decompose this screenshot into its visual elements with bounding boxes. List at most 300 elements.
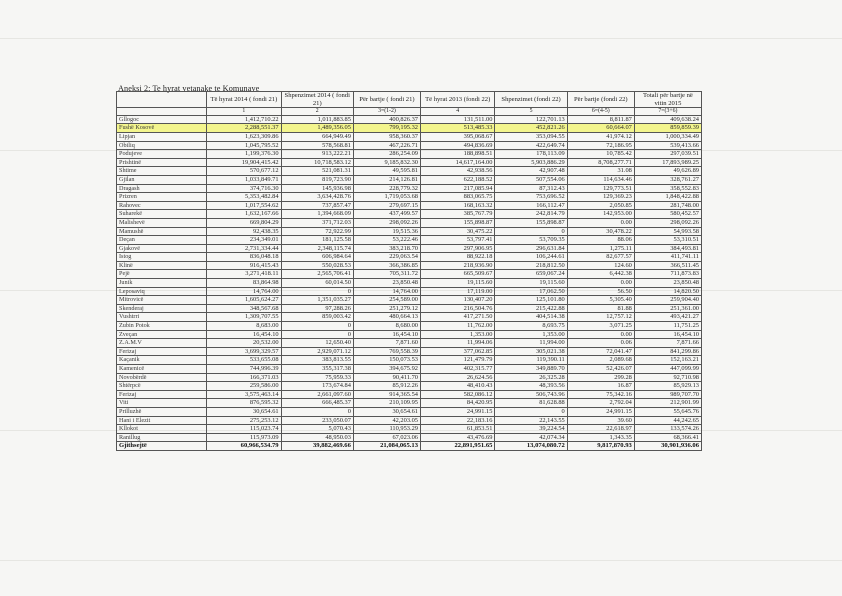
table-cell: 22,891,951.65 <box>421 442 495 451</box>
table-cell: 16.87 <box>567 382 634 391</box>
municipality-name: Ranillug <box>117 433 207 442</box>
table-cell: 218,812.50 <box>495 261 567 270</box>
municipality-name: Kamenicë <box>117 365 207 374</box>
table-cell: 1,632,167.66 <box>207 210 281 219</box>
table-cell: 42,907.48 <box>495 167 567 176</box>
municipality-name: Klinë <box>117 261 207 270</box>
table-cell: 539,413.66 <box>634 141 701 150</box>
table-cell: 20,532.00 <box>207 339 281 348</box>
municipality-name: Z.A.M.V <box>117 339 207 348</box>
table-cell: 0 <box>281 322 353 331</box>
table-cell: 5,903,886.29 <box>495 158 567 167</box>
table-row <box>117 322 702 331</box>
column-header <box>117 92 207 108</box>
table-cell: 298,092.26 <box>353 218 420 227</box>
table-cell: 1,011,883.85 <box>281 115 353 124</box>
column-header: Totali për bartje në vitin 2015 <box>634 92 701 108</box>
table-cell: 60,966,534.79 <box>207 442 281 451</box>
table-cell: 8,811.87 <box>567 115 634 124</box>
table-cell: 521,081.31 <box>281 167 353 176</box>
table-cell: 5,305.40 <box>567 296 634 305</box>
table-cell: 56.50 <box>567 287 634 296</box>
table-cell: 1,848,422.88 <box>634 193 701 202</box>
municipality-name: Viti <box>117 399 207 408</box>
table-cell: 328,761.27 <box>634 175 701 184</box>
table-cell: 666,485.37 <box>281 399 353 408</box>
table-cell: 10,718,583.12 <box>281 158 353 167</box>
table-cell: 1,489,356.05 <box>281 124 353 133</box>
table-cell: 859,859.39 <box>634 124 701 133</box>
table-cell: 11,994.06 <box>421 339 495 348</box>
table-cell: 669,804.29 <box>207 218 281 227</box>
table-cell: 215,422.88 <box>495 304 567 313</box>
table-row <box>117 347 702 356</box>
table-cell: 166,112.47 <box>495 201 567 210</box>
table-row <box>117 390 702 399</box>
table-cell: 14,764.00 <box>207 287 281 296</box>
table-cell: 1,605,624.27 <box>207 296 281 305</box>
table-cell: 42,938.56 <box>421 167 495 176</box>
table-row <box>117 279 702 288</box>
municipality-name: Prizren <box>117 193 207 202</box>
table-cell: 131,511.00 <box>421 115 495 124</box>
table-cell: 2,348,115.74 <box>281 244 353 253</box>
table-cell: 275,253.12 <box>207 416 281 425</box>
table-row <box>117 287 702 296</box>
municipality-name: Mitrovicë <box>117 296 207 305</box>
table-cell: 14,820.50 <box>634 287 701 296</box>
table-body <box>117 115 702 450</box>
table-cell: 26,325.28 <box>495 373 567 382</box>
table-cell: 114,634.46 <box>567 175 634 184</box>
table-cell: 2,929,071.12 <box>281 347 353 356</box>
table-row <box>117 201 702 210</box>
municipality-name: Mamushë <box>117 227 207 236</box>
table-cell: 150,073.53 <box>353 356 420 365</box>
table-cell: 75,959.33 <box>281 373 353 382</box>
table-row <box>117 158 702 167</box>
table-cell: 88.06 <box>567 236 634 245</box>
table-cell: 48,950.03 <box>281 433 353 442</box>
document-title: Aneksi 2: Te hyrat vetanake te Komunave <box>118 84 260 93</box>
table-cell: 298,092.26 <box>634 218 701 227</box>
table-cell: 12,757.12 <box>567 313 634 322</box>
table-cell: 409,638.24 <box>634 115 701 124</box>
table-cell: 75,342.16 <box>567 390 634 399</box>
table-cell: 60,014.50 <box>281 279 353 288</box>
table-cell: 3,634,428.76 <box>281 193 353 202</box>
table-cell: 2,661,097.60 <box>281 390 353 399</box>
table-cell: 447,099.99 <box>634 365 701 374</box>
table-cell: 400,826.37 <box>353 115 420 124</box>
table-cell: 533,655.08 <box>207 356 281 365</box>
table-cell: 55,645.76 <box>634 407 701 416</box>
table-cell: 358,552.83 <box>634 184 701 193</box>
table-cell: 2,050.85 <box>567 201 634 210</box>
table-cell: 2,089.68 <box>567 356 634 365</box>
table-cell: 1,033,849.71 <box>207 175 281 184</box>
table-cell: 799,195.32 <box>353 124 420 133</box>
table-cell: 53,709.35 <box>495 236 567 245</box>
table-cell: 217,085.94 <box>421 184 495 193</box>
table-cell: 23,850.48 <box>353 279 420 288</box>
table-cell: 0 <box>281 407 353 416</box>
table-cell: 348,567.68 <box>207 304 281 313</box>
table-cell: 769,558.39 <box>353 347 420 356</box>
table-row <box>117 425 702 434</box>
table-cell: 85,929.13 <box>634 382 701 391</box>
table-cell: 97,288.26 <box>281 304 353 313</box>
table-cell: 297,906.95 <box>421 244 495 253</box>
table-cell: 31.08 <box>567 167 634 176</box>
table-cell: 2,565,706.41 <box>281 270 353 279</box>
table-cell: 296,631.84 <box>495 244 567 253</box>
column-header: Për bartje ( fondi 21) <box>353 92 420 108</box>
table-cell: 82,677.57 <box>567 253 634 262</box>
table-cell: 229,063.54 <box>353 253 420 262</box>
table-cell: 1,394,668.09 <box>281 210 353 219</box>
table-cell: 125,101.80 <box>495 296 567 305</box>
table-cell: 72,041.47 <box>567 347 634 356</box>
table-row <box>117 330 702 339</box>
municipality-name: Prishtinë <box>117 158 207 167</box>
table-cell: 39,224.54 <box>495 425 567 434</box>
column-index <box>117 108 207 116</box>
table-row <box>117 132 702 141</box>
table-cell: 422,649.74 <box>495 141 567 150</box>
table-cell: 124.60 <box>567 261 634 270</box>
table-cell: 664,949.49 <box>281 132 353 141</box>
table-cell: 242,814.79 <box>495 210 567 219</box>
table-row <box>117 433 702 442</box>
table-row <box>117 270 702 279</box>
table-row <box>117 356 702 365</box>
table-cell: 218,936.90 <box>421 261 495 270</box>
municipality-name: Hani i Elezit <box>117 416 207 425</box>
table-cell: 0.06 <box>567 339 634 348</box>
table-cell: 16,454.10 <box>634 330 701 339</box>
table-cell: 1,719,053.68 <box>353 193 420 202</box>
table-cell: 42,074.34 <box>495 433 567 442</box>
table-cell: 353,094.55 <box>495 132 567 141</box>
table-cell: 152,163.21 <box>634 356 701 365</box>
table-cell: 11,994.00 <box>495 339 567 348</box>
revenue-table <box>116 91 702 451</box>
table-cell: 281,748.00 <box>634 201 701 210</box>
municipality-name: Gjithsejtë <box>117 442 207 451</box>
table-cell: 0.00 <box>567 218 634 227</box>
table-cell: 90,411.70 <box>353 373 420 382</box>
table-cell: 19,115.60 <box>421 279 495 288</box>
table-cell: 52,426.07 <box>567 365 634 374</box>
table-row <box>117 365 702 374</box>
table-cell: 1,353.00 <box>495 330 567 339</box>
table-cell: 0.00 <box>567 330 634 339</box>
table-cell: 819,723.90 <box>281 175 353 184</box>
table-row <box>117 416 702 425</box>
municipality-name: Dragash <box>117 184 207 193</box>
table-cell: 606,984.64 <box>281 253 353 262</box>
table-cell: 168,163.32 <box>421 201 495 210</box>
table-cell: 1,199,376.30 <box>207 150 281 159</box>
table-cell: 989,707.70 <box>634 390 701 399</box>
table-cell: 155,898.87 <box>421 218 495 227</box>
municipality-name: Fushë Kosovë <box>117 124 207 133</box>
table-cell: 550,028.53 <box>281 261 353 270</box>
table-cell: 417,271.50 <box>421 313 495 322</box>
table-cell: 836,048.18 <box>207 253 281 262</box>
table-cell: 1,309,707.55 <box>207 313 281 322</box>
table-cell: 19,904,415.42 <box>207 158 281 167</box>
municipality-name: Malishevë <box>117 218 207 227</box>
table-cell: 16,454.10 <box>353 330 420 339</box>
column-index: 3=(1-2) <box>353 108 420 116</box>
table-cell: 913,222.21 <box>281 150 353 159</box>
table-cell: 7,871.66 <box>634 339 701 348</box>
table-cell: 24,991.15 <box>421 407 495 416</box>
table-row <box>117 175 702 184</box>
table-cell: 39.60 <box>567 416 634 425</box>
table-cell: 54,993.58 <box>634 227 701 236</box>
table-cell: 3,271,418.11 <box>207 270 281 279</box>
table-cell: 744,996.39 <box>207 365 281 374</box>
table-cell: 142,953.00 <box>567 210 634 219</box>
table-cell: 259,904.40 <box>634 296 701 305</box>
table-cell: 570,677.12 <box>207 167 281 176</box>
table-cell: 383,813.55 <box>281 356 353 365</box>
table-cell: 753,696.52 <box>495 193 567 202</box>
municipality-name: Suharekë <box>117 210 207 219</box>
table-cell: 254,589.00 <box>353 296 420 305</box>
municipality-name: Istog <box>117 253 207 262</box>
table-cell: 22,143.55 <box>495 416 567 425</box>
municipality-name: Obiliq <box>117 141 207 150</box>
table-cell: 72,186.95 <box>567 141 634 150</box>
table-cell: 883,065.75 <box>421 193 495 202</box>
table-cell: 26,624.56 <box>421 373 495 382</box>
table-cell: 19,515.36 <box>353 227 420 236</box>
table-row <box>117 184 702 193</box>
table-cell: 21,084,065.13 <box>353 442 420 451</box>
table-cell: 39,882,469.66 <box>281 442 353 451</box>
table-cell: 402,315.77 <box>421 365 495 374</box>
table-cell: 22,618.97 <box>567 425 634 434</box>
table-row <box>117 227 702 236</box>
municipality-name: Podujeve <box>117 150 207 159</box>
table-cell: 1,017,554.62 <box>207 201 281 210</box>
table-cell: 8,680.00 <box>353 322 420 331</box>
table-cell: 216,504.76 <box>421 304 495 313</box>
table-row <box>117 115 702 124</box>
table-cell: 81,628.88 <box>495 399 567 408</box>
table-cell: 437,499.57 <box>353 210 420 219</box>
table-cell: 145,936.98 <box>281 184 353 193</box>
table-cell: 395,068.67 <box>421 132 495 141</box>
table-cell: 494,836.69 <box>421 141 495 150</box>
table-cell: 578,568.81 <box>281 141 353 150</box>
table-cell: 23,850.48 <box>634 279 701 288</box>
table-cell: 404,514.38 <box>495 313 567 322</box>
table-cell: 110,953.29 <box>353 425 420 434</box>
table-cell: 19,115.60 <box>495 279 567 288</box>
table-cell: 1,275.11 <box>567 244 634 253</box>
table-cell: 81.88 <box>567 304 634 313</box>
table-row <box>117 244 702 253</box>
table-cell: 85,912.26 <box>353 382 420 391</box>
table-cell: 916,415.43 <box>207 261 281 270</box>
table-cell: 72,922.99 <box>281 227 353 236</box>
table-cell: 44,242.65 <box>634 416 701 425</box>
table-cell: 49,595.81 <box>353 167 420 176</box>
table-cell: 665,509.67 <box>421 270 495 279</box>
table-cell: 9,185,832.30 <box>353 158 420 167</box>
table-row <box>117 407 702 416</box>
table-cell: 394,675.92 <box>353 365 420 374</box>
table-row <box>117 253 702 262</box>
table-cell: 48,410.43 <box>421 382 495 391</box>
table-row <box>117 150 702 159</box>
table-cell: 659,067.24 <box>495 270 567 279</box>
table-cell: 53,222.46 <box>353 236 420 245</box>
table-cell: 279,697.15 <box>353 201 420 210</box>
column-header: Shpenzimet (fondi 22) <box>495 92 567 108</box>
table-row <box>117 261 702 270</box>
table-cell: 5,070.43 <box>281 425 353 434</box>
table-cell: 411,741.11 <box>634 253 701 262</box>
table-cell: 210,109.95 <box>353 399 420 408</box>
table-cell: 737,857.47 <box>281 201 353 210</box>
table-cell: 6,442.38 <box>567 270 634 279</box>
table-cell: 286,254.09 <box>353 150 420 159</box>
table-cell: 385,767.79 <box>421 210 495 219</box>
table-cell: 2,792.04 <box>567 399 634 408</box>
municipality-name: Rahovec <box>117 201 207 210</box>
column-index: 2 <box>281 108 353 116</box>
table-cell: 1,000,334.49 <box>634 132 701 141</box>
table-cell: 251,361.00 <box>634 304 701 313</box>
table-row <box>117 236 702 245</box>
municipality-name: Zubin Potok <box>117 322 207 331</box>
municipality-name: Prilluzhë <box>117 407 207 416</box>
table-row <box>117 304 702 313</box>
table-cell: 178,113.09 <box>495 150 567 159</box>
table-cell: 234,349.01 <box>207 236 281 245</box>
table-row <box>117 167 702 176</box>
municipality-name: Zveçan <box>117 330 207 339</box>
municipality-name: Kllokot <box>117 425 207 434</box>
column-header: Të hyrat 2014 ( fondi 21) <box>207 92 281 108</box>
table-cell: 3,699,329.57 <box>207 347 281 356</box>
table-cell: 84,420.95 <box>421 399 495 408</box>
column-header: Shpenzimet 2014 ( fondi 21) <box>281 92 353 108</box>
table-cell: 10,785.42 <box>567 150 634 159</box>
column-header: Për bartje (fondi 22) <box>567 92 634 108</box>
table-cell: 299.28 <box>567 373 634 382</box>
table-cell: 16,454.10 <box>207 330 281 339</box>
table-cell: 233,050.07 <box>281 416 353 425</box>
municipality-name: Vushtrri <box>117 313 207 322</box>
table-cell: 1,623,309.86 <box>207 132 281 141</box>
table-cell: 83,864.98 <box>207 279 281 288</box>
table-cell: 67,023.06 <box>353 433 420 442</box>
table-cell: 8,693.75 <box>495 322 567 331</box>
table-cell: 297,039.51 <box>634 150 701 159</box>
table-cell: 507,554.06 <box>495 175 567 184</box>
table-cell: 68,366.41 <box>634 433 701 442</box>
table-cell: 129,773.51 <box>567 184 634 193</box>
table-cell: 115,973.09 <box>207 433 281 442</box>
table-cell: 30,654.61 <box>353 407 420 416</box>
municipality-name: Kaçanik <box>117 356 207 365</box>
table-cell: 30,478.22 <box>567 227 634 236</box>
table-cell: 513,485.33 <box>421 124 495 133</box>
table-cell: 48,393.56 <box>495 382 567 391</box>
table-cell: 11,762.00 <box>421 322 495 331</box>
table-cell: 349,889.70 <box>495 365 567 374</box>
table-cell: 130,407.20 <box>421 296 495 305</box>
table-cell: 366,511.45 <box>634 261 701 270</box>
table-cell: 452,821.26 <box>495 124 567 133</box>
table-cell: 251,279.12 <box>353 304 420 313</box>
table-cell: 11,751.25 <box>634 322 701 331</box>
table-cell: 42,203.05 <box>353 416 420 425</box>
column-index: 5 <box>495 108 567 116</box>
table-row <box>117 313 702 322</box>
table-cell: 1,045,795.52 <box>207 141 281 150</box>
table-cell: 106,244.61 <box>495 253 567 262</box>
table-row <box>117 218 702 227</box>
municipality-name: Gjilan <box>117 175 207 184</box>
table-cell: 43,476.69 <box>421 433 495 442</box>
table-cell: 876,595.32 <box>207 399 281 408</box>
table-row <box>117 373 702 382</box>
header-row <box>117 92 702 108</box>
municipality-name: Ferizaj <box>117 347 207 356</box>
table-cell: 14,617,164.00 <box>421 158 495 167</box>
total-row <box>117 442 702 451</box>
table-cell: 53,797.41 <box>421 236 495 245</box>
table-cell: 859,003.42 <box>281 313 353 322</box>
table-cell: 377,062.85 <box>421 347 495 356</box>
table-cell: 121,479.79 <box>421 356 495 365</box>
table-cell: 30,654.61 <box>207 407 281 416</box>
table-cell: 8,708,277.71 <box>567 158 634 167</box>
municipality-name: Gjakovë <box>117 244 207 253</box>
table-cell: 3,071.25 <box>567 322 634 331</box>
column-header: Të hyrat 2013 (fondi 22) <box>421 92 495 108</box>
table-cell: 92,710.98 <box>634 373 701 382</box>
table-row <box>117 382 702 391</box>
municipality-name: Shtërpcë <box>117 382 207 391</box>
table-cell: 214,126.81 <box>353 175 420 184</box>
municipality-name: Deçan <box>117 236 207 245</box>
table-cell: 1,412,710.22 <box>207 115 281 124</box>
table-cell: 61,853.51 <box>421 425 495 434</box>
column-index: 4 <box>421 108 495 116</box>
table-cell: 41,974.12 <box>567 132 634 141</box>
table-cell: 305,021.38 <box>495 347 567 356</box>
table-cell: 188,898.51 <box>421 150 495 159</box>
table-cell: 122,701.13 <box>495 115 567 124</box>
table-cell: 9,817,870.93 <box>567 442 634 451</box>
table-cell: 7,871.60 <box>353 339 420 348</box>
table-cell: 841,299.86 <box>634 347 701 356</box>
table-cell: 129,369.23 <box>567 193 634 202</box>
table-cell: 493,421.27 <box>634 313 701 322</box>
table-cell: 49,626.89 <box>634 167 701 176</box>
municipality-name: Shtime <box>117 167 207 176</box>
column-index: 1 <box>207 108 281 116</box>
